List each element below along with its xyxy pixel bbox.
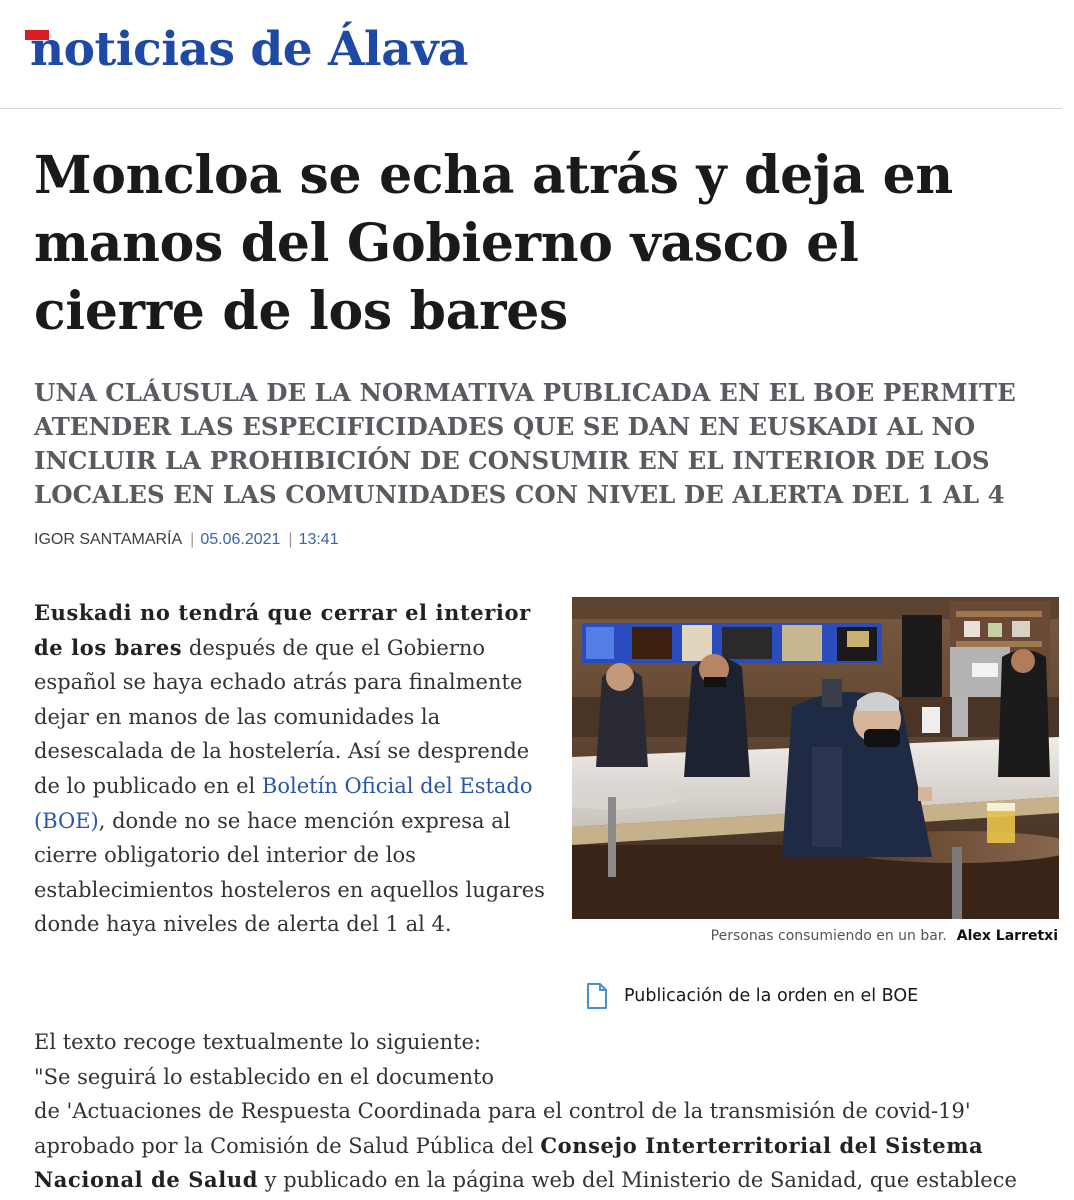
publish-time: 13:41 — [298, 531, 339, 548]
lead-text: después de que el Gobierno español se haya echado atrás para finalmente dejar en manos de las comunidades la desescalada de la hostelería. Así se desprende de lo publicado en el — [34, 635, 530, 798]
lead-bold: Euskadi no tendrá que cerrar el interior de los bares — [34, 600, 531, 660]
byline-separator: | — [288, 531, 293, 548]
body-text: aprobado por la Comisión de Salud Pública del — [34, 1133, 541, 1158]
byline-separator: | — [190, 531, 195, 548]
author-name[interactable]: IGOR SANTAMARÍA — [34, 531, 183, 548]
photo-credit: Alex Larretxi — [956, 928, 1058, 944]
body-paragraph: de 'Actuaciones de Respuesta Coordinada para el control de la transmisión de covid-19' — [34, 1099, 971, 1124]
body-paragraph — [34, 1129, 1034, 1164]
boe-document-link[interactable] — [586, 983, 918, 1009]
body-paragraph — [34, 1163, 1034, 1198]
site-header — [0, 0, 1074, 110]
article-subheadline: UNA CLÁUSULA DE LA NORMATIVA PUBLICADA EN EL BOE PERMITE ATENDER LAS ESPECIFICIDADES QUE SE DAN EN EUSKADI AL NO INCLUIR LA PROHIBICIÓN DE CONSUMIR EN EL INTERIOR DE LOS LOCALES EN LAS COMUNIDADES CON NIVEL DE ALERTA DEL 1 AL 4 — [34, 378, 1016, 509]
document-icon — [586, 983, 608, 1009]
boe-document-label: Publicación de la orden en el BOE — [624, 986, 919, 1006]
caption-text: Personas consumiendo en un bar. — [710, 928, 947, 944]
article-body — [34, 1025, 1034, 1198]
bar-scene-image — [572, 597, 1059, 919]
article-headline: Moncloa se echa atrás y deja en manos del Gobierno vasco el cierre de los bares — [34, 145, 953, 342]
boe-link[interactable]: Boletín Oficial del Estado (BOE) — [34, 773, 533, 833]
publish-date: 05.06.2021 — [200, 531, 281, 548]
body-bold: Nacional de Salud — [34, 1167, 258, 1193]
article-lead — [34, 596, 554, 942]
body-paragraph: El texto recoge textualmente lo siguiente: — [34, 1030, 482, 1054]
article-byline — [34, 531, 339, 549]
header-divider — [0, 108, 1062, 109]
body-text: y publicado en la página web del Ministerio de Sanidad, que establece — [258, 1168, 1017, 1193]
body-paragraph: "Se seguirá lo establecido en el documento — [34, 1064, 495, 1089]
photo-caption — [711, 928, 1058, 944]
lead-text-end: , donde no se hace mención expresa al cierre obligatorio del interior de los establecimientos hosteleros en aquellos lugares donde haya niveles de alerta del 1 al 4. — [34, 808, 545, 937]
body-bold: Consejo Interterritorial del Sistema — [540, 1132, 984, 1158]
site-logo[interactable]: noticias de Álava — [30, 22, 468, 77]
article-photo[interactable] — [572, 597, 1059, 919]
